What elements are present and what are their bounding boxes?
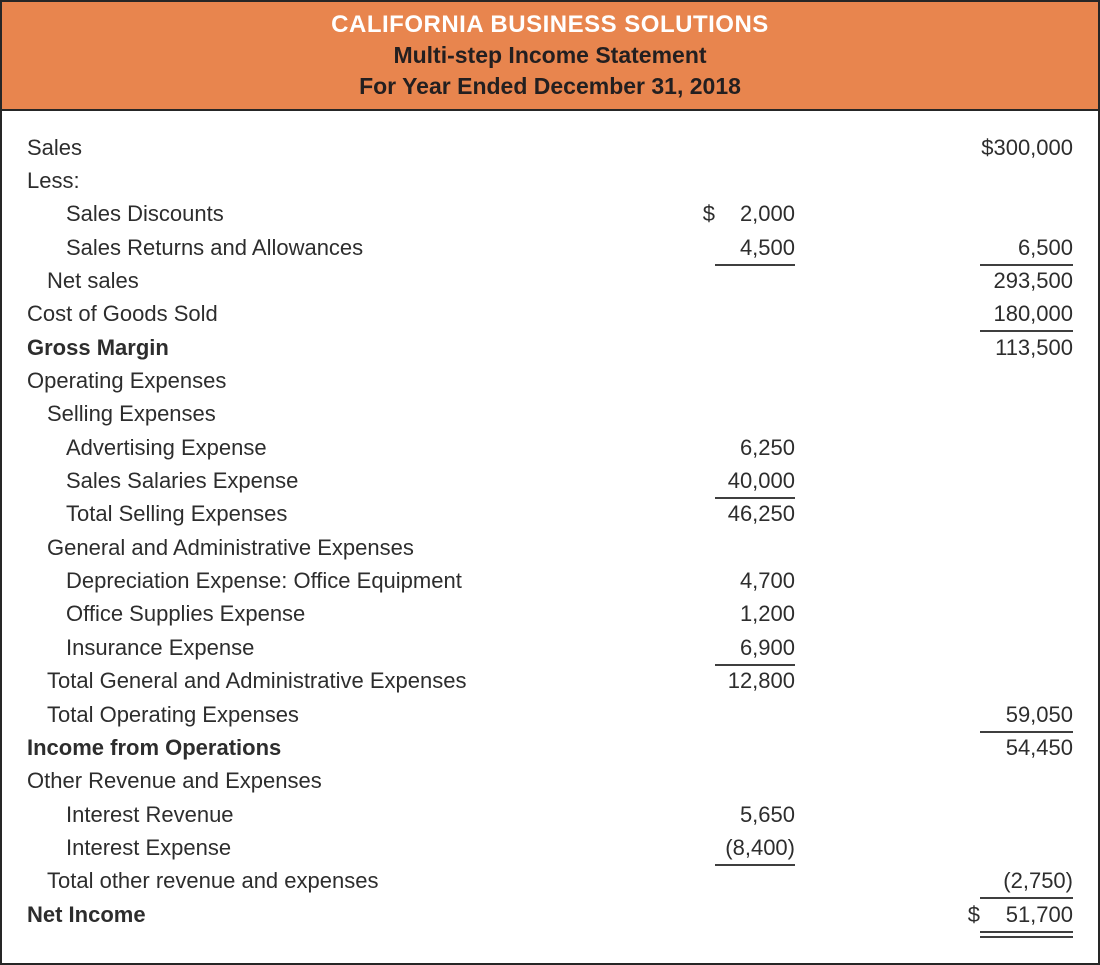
- amount-right-column: [795, 135, 1073, 161]
- amount-right-column: [795, 235, 1073, 261]
- amount-mid-column: [635, 668, 795, 694]
- amount-value: (8,400): [715, 835, 795, 861]
- row-label: Operating Expenses: [27, 368, 227, 394]
- amount-value: 5,650: [739, 801, 795, 827]
- amount-mid-column: [635, 601, 795, 627]
- statement-title: Multi-step Income Statement: [393, 42, 707, 68]
- amount-mid-column: [635, 468, 795, 494]
- statement-row: [2, 298, 1098, 331]
- amount-right-column: [795, 301, 1073, 327]
- row-label: Total General and Administrative Expenses: [47, 668, 467, 694]
- amount-mid-column: [635, 568, 795, 594]
- amount-value: 180,000: [980, 301, 1073, 327]
- amount-value: 40,000: [715, 468, 795, 494]
- row-label: Total Operating Expenses: [47, 701, 299, 727]
- statement-row: [2, 398, 1098, 431]
- company-name: CALIFORNIA BUSINESS SOLUTIONS: [331, 11, 769, 38]
- amount-right-column: [795, 702, 1073, 728]
- amount-right-column: [795, 335, 1073, 361]
- row-label: General and Administrative Expenses: [47, 534, 414, 560]
- statement-row: [2, 364, 1098, 397]
- statement-row: [2, 531, 1098, 564]
- statement-row: [2, 831, 1098, 864]
- amount-value: 51,700: [980, 902, 1073, 928]
- amount-right-column: [795, 735, 1073, 761]
- amount-value: 46,250: [727, 501, 795, 527]
- statement-row: [2, 731, 1098, 764]
- statement-row: [2, 431, 1098, 464]
- row-label: Advertising Expense: [66, 434, 267, 460]
- amount-mid-column: [635, 635, 795, 661]
- amount-right-column: [795, 268, 1073, 294]
- amount-value: 54,450: [1005, 734, 1073, 760]
- amount-right-column: [795, 868, 1073, 894]
- amount-value: 6,900: [715, 635, 795, 661]
- amount-value: 1,200: [739, 601, 795, 627]
- statement-row: [2, 164, 1098, 197]
- row-label: Interest Revenue: [66, 801, 234, 827]
- amount-mid-column: [635, 201, 795, 227]
- row-label: Cost of Goods Sold: [27, 301, 218, 327]
- statement-row: [2, 264, 1098, 297]
- statement-header: [2, 2, 1098, 111]
- currency-symbol: $: [967, 901, 980, 927]
- row-label: Income from Operations: [27, 734, 282, 760]
- row-label: Sales Returns and Allowances: [66, 234, 364, 260]
- row-label: Total other revenue and expenses: [47, 868, 379, 894]
- amount-mid-column: [635, 435, 795, 461]
- row-label: Total Selling Expenses: [66, 501, 288, 527]
- amount-right-column: [795, 902, 1073, 928]
- statement-row: [2, 798, 1098, 831]
- row-label: Net sales: [47, 268, 139, 294]
- amount-mid-column: [635, 501, 795, 527]
- row-label: Office Supplies Expense: [66, 601, 306, 627]
- amount-value: 293,500: [993, 268, 1073, 294]
- amount-mid-column: [635, 802, 795, 828]
- row-label: Less:: [27, 168, 80, 194]
- amount-value: 2,000: [739, 201, 795, 227]
- row-label: Net Income: [27, 901, 146, 927]
- amount-mid-column: [635, 835, 795, 861]
- statement-row: [2, 131, 1098, 164]
- statement-body: [2, 111, 1098, 931]
- row-label: Sales: [27, 134, 83, 160]
- statement-row: [2, 464, 1098, 497]
- statement-row: [2, 198, 1098, 231]
- row-label: Depreciation Expense: Office Equipment: [66, 568, 462, 594]
- row-label: Sales Discounts: [66, 201, 224, 227]
- row-label: Interest Expense: [66, 834, 232, 860]
- statement-row: [2, 498, 1098, 531]
- amount-value: 12,800: [727, 668, 795, 694]
- amount-value: (2,750): [980, 868, 1073, 894]
- amount-value: 59,050: [980, 702, 1073, 728]
- amount-value: $300,000: [981, 134, 1073, 160]
- amount-value: 113,500: [995, 334, 1073, 360]
- currency-symbol: $: [702, 201, 715, 227]
- row-label: Gross Margin: [27, 334, 169, 360]
- statement-row: [2, 331, 1098, 364]
- amount-value: 4,500: [715, 235, 795, 261]
- row-label: Insurance Expense: [66, 634, 255, 660]
- statement-row: [2, 898, 1098, 931]
- amount-value: 6,250: [739, 434, 795, 460]
- row-label: Sales Salaries Expense: [66, 468, 299, 494]
- statement-row: [2, 698, 1098, 731]
- amount-value: 6,500: [980, 235, 1073, 261]
- statement-period: For Year Ended December 31, 2018: [359, 73, 741, 99]
- statement-row: [2, 665, 1098, 698]
- statement-row: [2, 765, 1098, 798]
- row-label: Other Revenue and Expenses: [27, 768, 322, 794]
- row-label: Selling Expenses: [47, 401, 216, 427]
- amount-value: 4,700: [739, 568, 795, 594]
- statement-row: [2, 598, 1098, 631]
- statement-row: [2, 564, 1098, 597]
- amount-mid-column: [635, 235, 795, 261]
- statement-row: [2, 865, 1098, 898]
- statement-row: [2, 631, 1098, 664]
- statement-row: [2, 231, 1098, 264]
